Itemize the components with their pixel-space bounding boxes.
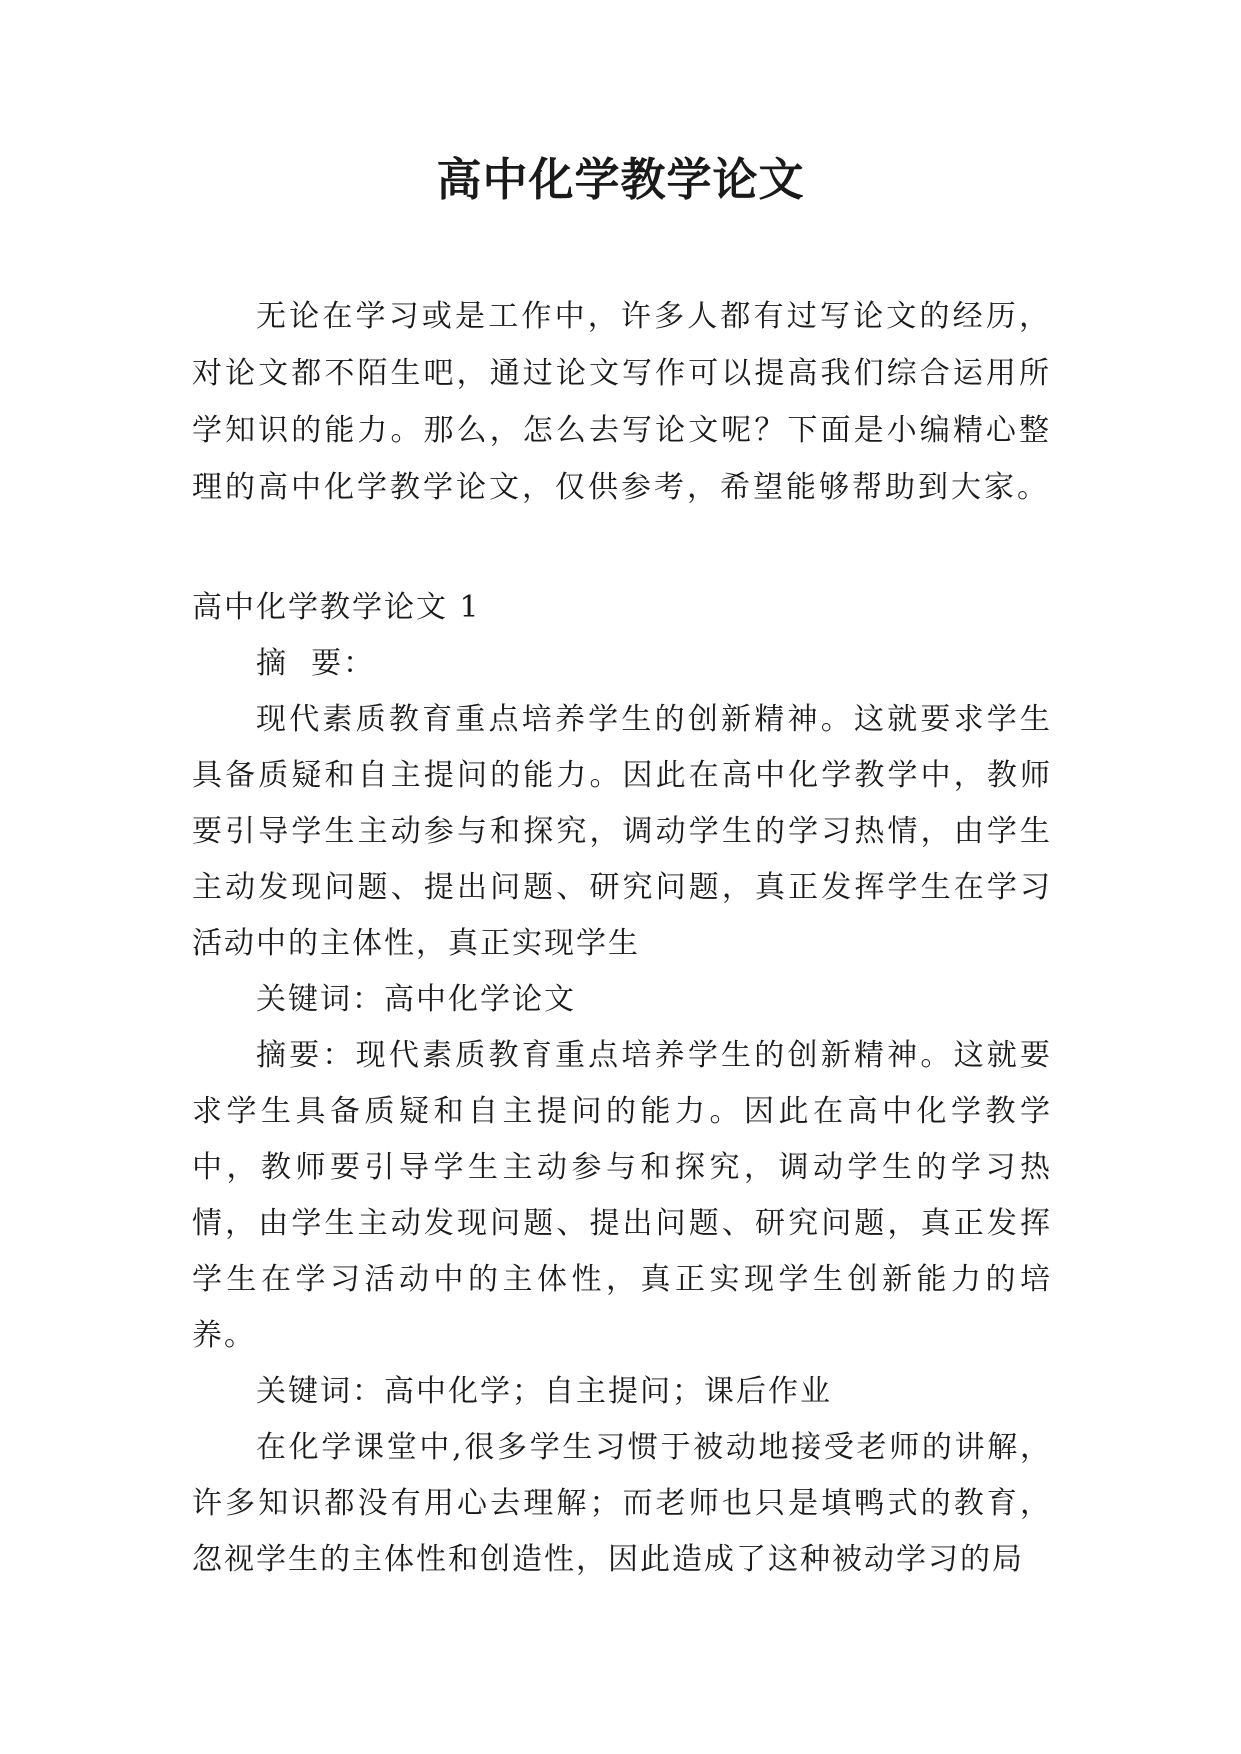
- document-body: [192, 580, 1052, 1588]
- abstract-label: 摘 要：: [256, 646, 376, 681]
- section-heading: 高中化学教学论文 1: [192, 590, 481, 625]
- body-paragraph: 在化学课堂中,很多学生习惯于被动地接受老师的讲解，许多知识都没有用心去理解；而老师也只是填鸭式的教育，忽视学生的主体性和创造性，因此造成了这种被动学习的局: [192, 1430, 1052, 1577]
- intro-paragraph: 无论在学习或是工作中，许多人都有过写论文的经历，对论文都不陌生吧，通过论文写作可以提高我们综合运用所学知识的能力。那么，怎么去写论文呢？下面是小编精心整理的高中化学教学论文，仅供参考，希望能够帮助到大家。: [192, 299, 1052, 505]
- keywords-line-second: 关键词：高中化学；自主提问；课后作业: [256, 1374, 832, 1409]
- keywords-line: 关键词：高中化学论文: [256, 982, 576, 1017]
- abstract-text: 现代素质教育重点培养学生的创新精神。这就要求学生具备质疑和自主提问的能力。因此在高中化学教学中，教师要引导学生主动参与和探究，调动学生的学习热情，由学生主动发现问题、提出问题、研究问题，真正发挥学生在学习活动中的主体性，真正实现学生: [192, 702, 1052, 961]
- abstract-second: 摘要：现代素质教育重点培养学生的创新精神。这就要求学生具备质疑和自主提问的能力。因此在高中化学教学中，教师要引导学生主动参与和探究，调动学生的学习热情，由学生主动发现问题、提出问题、研究问题，真正发挥学生在学习活动中的主体性，真正实现学生创新能力的培养。: [192, 1038, 1052, 1353]
- document-title: 高中化学教学论文: [436, 153, 805, 206]
